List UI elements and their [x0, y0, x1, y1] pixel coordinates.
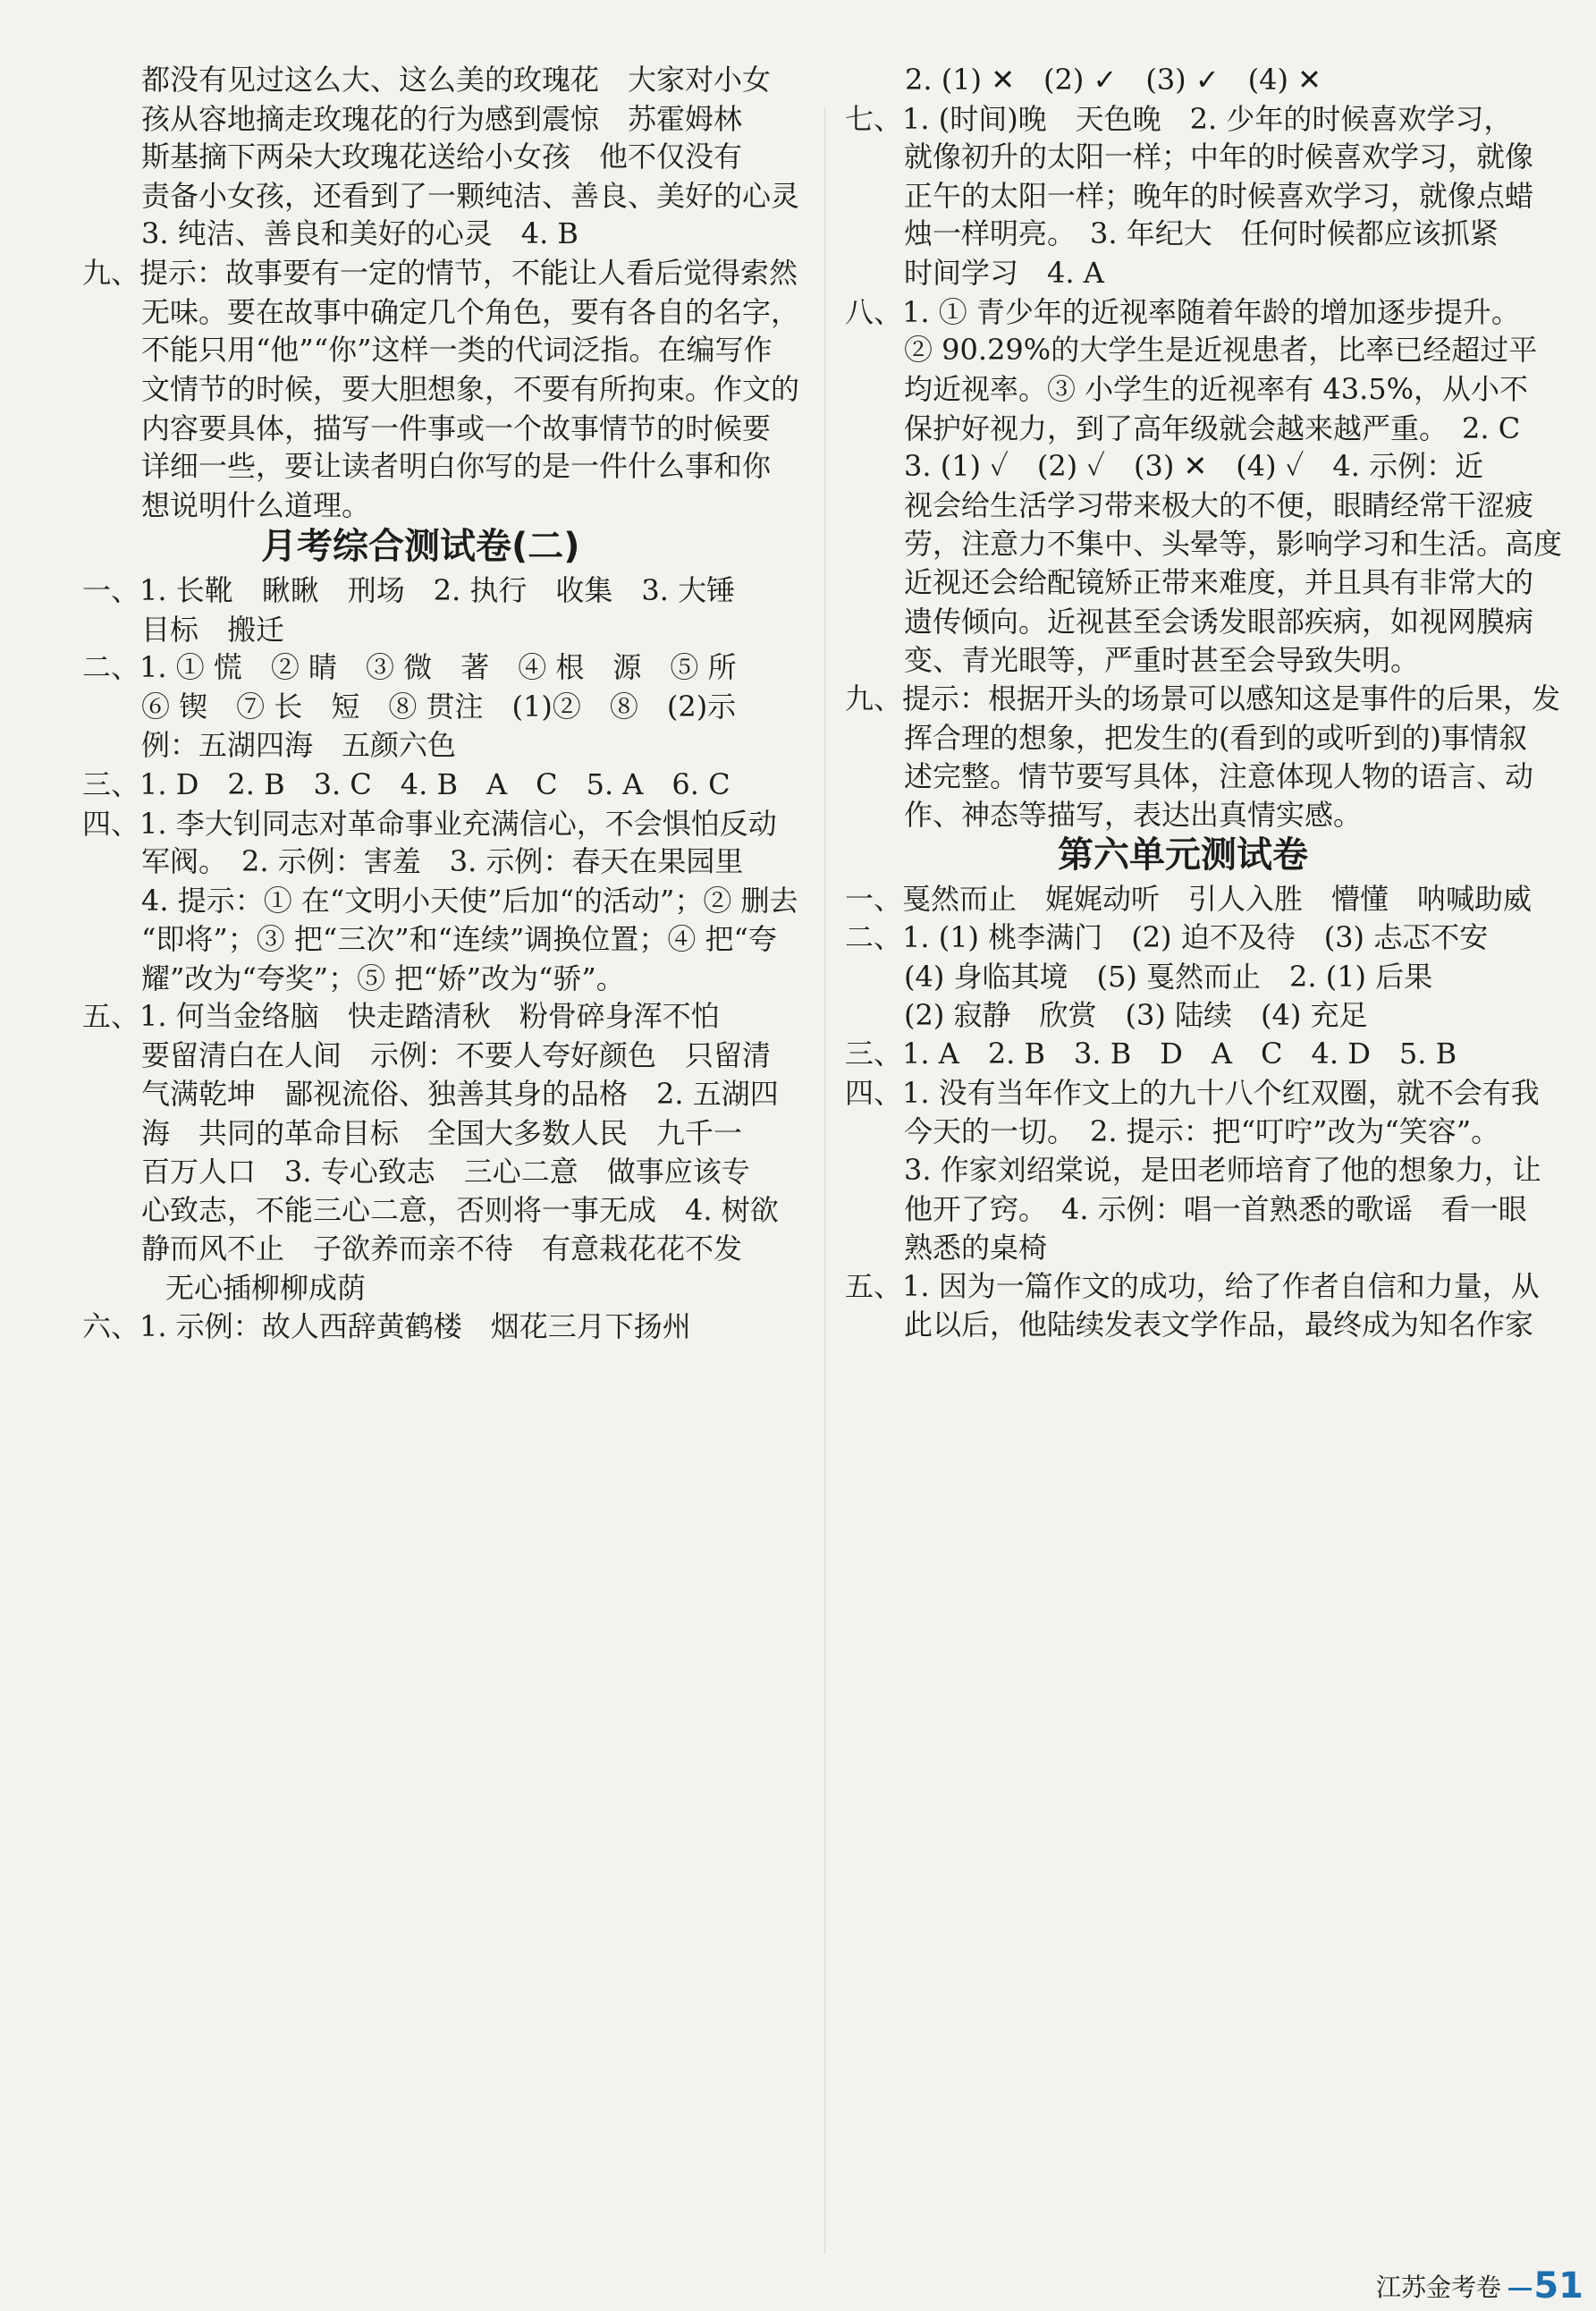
text-line: 七、1. (时间)晚 天色晚 2. 少年的时候喜欢学习， [845, 102, 1513, 136]
text-line: 例：五湖四海 五颜六色 [141, 728, 457, 762]
text-line: 挥合理的想象，把发生的(看到的或听到的)事情叙 [904, 721, 1527, 755]
text-line: 四、1. 李大钊同志对革命事业充满信心，不会惧怕反动 [82, 807, 777, 841]
text-line: 2. (1) ✕ (2) ✓ (3) ✓ (4) ✕ [905, 63, 1322, 97]
text-line: 详细一些，要让读者明白你写的是一件什么事和你 [141, 449, 772, 483]
text-line: 熟悉的桌椅 [904, 1231, 1048, 1265]
text-line: 此以后，他陆续发表文学作品，最终成为知名作家 [904, 1308, 1534, 1342]
text-line: 八、1. ① 青少年的近视率随着年龄的增加逐步提升。 [845, 295, 1520, 329]
text-line: 都没有见过这么大、这么美的玫瑰花 大家对小女 [141, 63, 772, 97]
text-line: 文情节的时候，要大胆想象，不要有所拘束。作文的 [141, 372, 800, 406]
text-line: 作、神态等描写，表达出真情实感。 [904, 798, 1363, 832]
text-line: 六、1. 示例：故人西辞黄鹤楼 烟花三月下扬州 [82, 1309, 691, 1343]
text-line: 五、1. 因为一篇作文的成功，给了作者自信和力量，从 [845, 1269, 1540, 1303]
text-line: 斯基摘下两朵大玫瑰花送给小女孩 他不仅没有 [141, 140, 743, 174]
text-line: (2) 寂静 欣赏 (3) 陆续 (4) 充足 [904, 998, 1368, 1032]
text-line: 要留清白在人间 示例：不要人夸好颜色 只留清 [141, 1038, 772, 1072]
column-divider [824, 107, 825, 2254]
text-line: ② 90.29%的大学生是近视患者，比率已经超过平 [904, 333, 1538, 367]
text-line: 无味。要在故事中确定几个角色，要有各自的名字， [141, 295, 800, 329]
text-line: 劳，注意力不集中、头晕等，影响学习和生活。高度 [904, 527, 1563, 561]
text-line: 一、1. 长靴 瞅瞅 刑场 2. 执行 收集 3. 大锤 [82, 573, 736, 607]
text-line: 3. (1) ✓ (2) ✓ (3) ✕ (4) ✓ 4. 示例：近 [904, 449, 1484, 483]
text-line: 军阀。 2. 示例：害羞 3. 示例：春天在果园里 [141, 844, 744, 878]
text-line: 一、戛然而止 娓娓动听 引人入胜 懵懂 呐喊助威 [845, 882, 1533, 916]
text-line: “即将”；③ 把“三次”和“连续”调换位置；④ 把“夸 [141, 922, 777, 956]
publication-label: 江苏金考卷 [1375, 2273, 1501, 2302]
text-line: 孩从容地摘走玫瑰花的行为感到震惊 苏霍姆林 [141, 102, 743, 136]
text-line: 保护好视力，到了高年级就会越来越严重。 2. C [904, 411, 1521, 445]
section-title: 月考综合测试卷(二) [261, 526, 580, 567]
text-line: 百万人口 3. 专心致志 三心二意 做事应该专 [141, 1155, 750, 1189]
text-line: 静而风不止 子欲养而亲不待 有意栽花花不发 [141, 1232, 743, 1266]
text-line: 不能只用“他”“你”这样一类的代词泛指。在编写作 [141, 333, 773, 367]
text-line: 责备小女孩，还看到了一颗纯洁、善良、美好的心灵 [141, 179, 800, 213]
text-line: 遗传倾向。近视甚至会诱发眼部疾病，如视网膜病 [904, 605, 1534, 639]
footer-dash [1508, 2288, 1532, 2290]
text-line: 就像初升的太阳一样；中年的时候喜欢学习，就像 [904, 140, 1534, 174]
text-line: 无心插柳柳成荫 [165, 1271, 367, 1305]
text-line: 心致志，不能三心二意，否则将一事无成 4. 树欲 [141, 1193, 779, 1227]
text-line: 近视还会给配镜矫正带来难度，并且具有非常大的 [904, 565, 1534, 599]
text-line: 他开了窍。 4. 示例：唱一首熟悉的歌谣 看一眼 [904, 1192, 1527, 1226]
text-line: 耀”改为“夸奖”；⑤ 把“娇”改为“骄”。 [141, 961, 625, 995]
text-line: 九、提示：故事要有一定的情节，不能让人看后觉得索然 [82, 256, 798, 290]
section-title: 第六单元测试卷 [1058, 834, 1308, 876]
page-footer [1328, 2263, 1596, 2311]
page-number: 51 [1533, 2265, 1583, 2307]
text-line: 述完整。情节要写具体，注意体现人物的语言、动 [904, 759, 1534, 793]
text-line: 三、1. A 2. B 3. B D A C 4. D 5. B [845, 1037, 1457, 1071]
text-line: 烛一样明亮。 3. 年纪大 任何时候都应该抓紧 [904, 216, 1499, 250]
text-line: (4) 身临其境 (5) 戛然而止 2. (1) 后果 [904, 960, 1433, 994]
text-line: 3. 纯洁、善良和美好的心灵 4. B [141, 216, 578, 250]
text-line: 变、青光眼等，严重时甚至会导致失明。 [904, 643, 1420, 677]
text-line: 二、1. (1) 桃李满门 (2) 迫不及待 (3) 忐忑不安 [845, 920, 1489, 954]
text-line: 均近视率。③ 小学生的近视率有 43.5%，从小不 [904, 372, 1529, 406]
text-line: 气满乾坤 鄙视流俗、独善其身的品格 2. 五湖四 [141, 1077, 779, 1111]
text-line: 四、1. 没有当年作文上的九十八个红双圈，就不会有我 [845, 1076, 1540, 1110]
text-line: 想说明什么道理。 [141, 488, 371, 522]
text-line: 4. 提示：① 在“文明小天使”后加“的活动”；② 删去 [141, 884, 798, 918]
text-line: 今天的一切。 2. 提示：把“叮咛”改为“笑容”。 [904, 1114, 1500, 1148]
text-line: 3. 作家刘绍棠说，是田老师培育了他的想象力，让 [904, 1153, 1541, 1187]
text-line: 视会给生活学习带来极大的不便，眼睛经常干涩疲 [904, 488, 1534, 522]
text-line: ⑥ 锲 ⑦ 长 短 ⑧ 贯注 (1)② ⑧ (2)示 [141, 690, 737, 724]
text-line: 海 共同的革命目标 全国大多数人民 九千一 [141, 1116, 743, 1150]
text-line: 正午的太阳一样；晚年的时候喜欢学习，就像点蜡 [904, 179, 1534, 213]
text-line: 五、1. 何当金络脑 快走踏清秋 粉骨碎身浑不怕 [82, 999, 720, 1033]
text-line: 九、提示：根据开头的场景可以感知这是事件的后果，发 [845, 681, 1561, 715]
text-line: 目标 搬迁 [141, 613, 285, 647]
text-line: 三、1. D 2. B 3. C 4. B A C 5. A 6. C [82, 767, 730, 801]
text-line: 内容要具体，描写一件事或一个故事情节的时候要 [141, 411, 772, 445]
text-line: 二、1. ① 慌 ② 睛 ③ 微 著 ④ 根 源 ⑤ 所 [82, 650, 737, 684]
text-line: 时间学习 4. A [904, 256, 1104, 290]
